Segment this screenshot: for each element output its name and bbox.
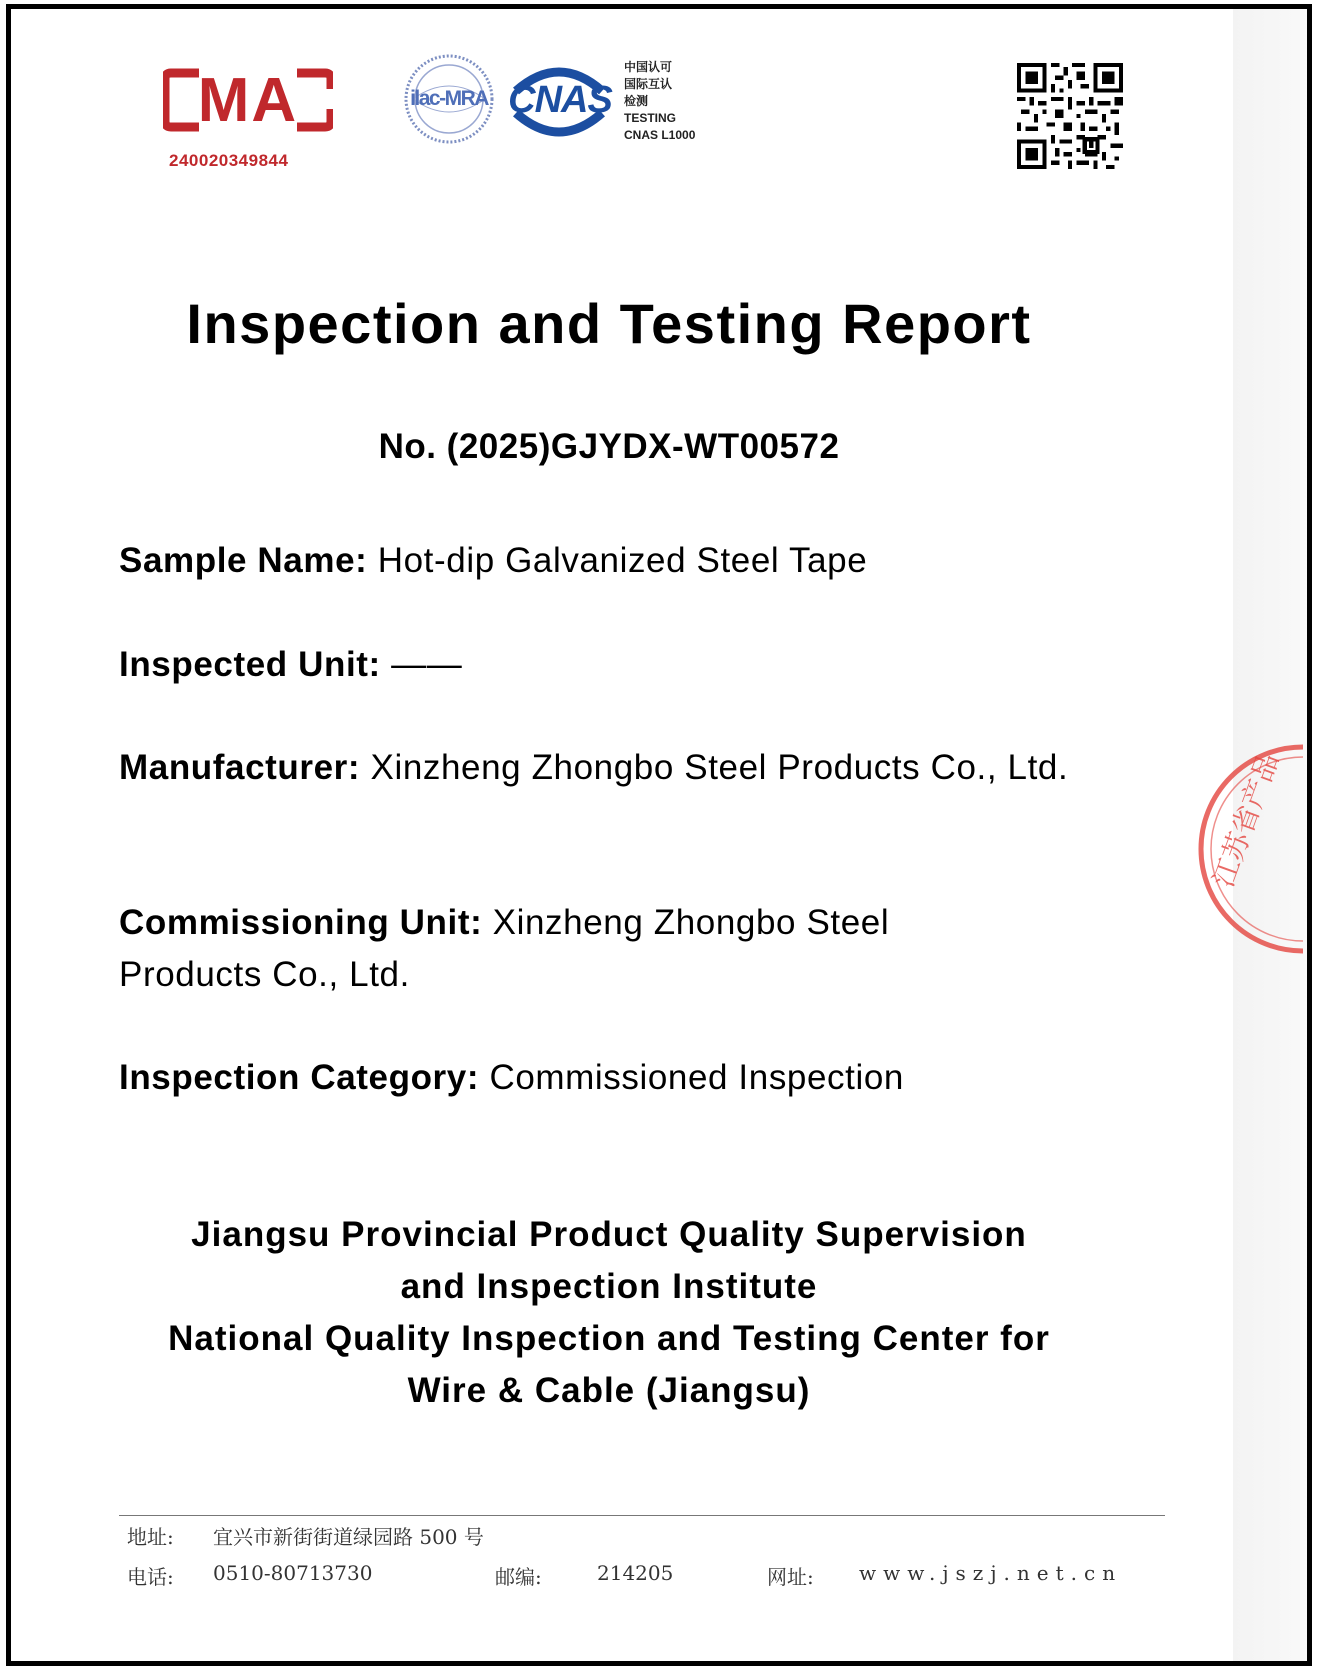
institute-name-block bbox=[11, 1209, 1207, 1417]
official-seal bbox=[1173, 739, 1303, 959]
field-value: Xinzheng Zhongbo Steel Products Co., Ltd. bbox=[370, 748, 1069, 787]
ilac-mra-label: ilac-MRA bbox=[410, 87, 488, 110]
report-title: Inspection and Testing Report bbox=[186, 292, 1032, 355]
report-number: No. (2025)GJYDX-WT00572 bbox=[378, 427, 840, 466]
phone-value: 0510-80713730 bbox=[213, 1561, 373, 1585]
report-page bbox=[6, 4, 1312, 1666]
footer-divider bbox=[119, 1515, 1165, 1516]
field-commissioning-unit bbox=[119, 897, 999, 1001]
field-sample-name bbox=[119, 535, 1119, 587]
qr-code-icon bbox=[1017, 63, 1123, 169]
cnas-line: 国际互认 bbox=[624, 77, 673, 91]
postcode-value: 214205 bbox=[597, 1561, 674, 1585]
field-label: Inspection Category: bbox=[119, 1058, 480, 1097]
institute-line: Wire & Cable (Jiangsu) bbox=[407, 1371, 811, 1410]
address-value: 宜兴市新街街道绿园路 500 号 bbox=[213, 1525, 484, 1549]
field-label: Sample Name: bbox=[119, 541, 368, 580]
field-label: Inspected Unit: bbox=[119, 645, 381, 684]
field-label: Commissioning Unit: bbox=[119, 903, 483, 942]
cnas-line: TESTING bbox=[624, 111, 677, 125]
address-label: 地址: bbox=[127, 1525, 174, 1549]
institute-line: and Inspection Institute bbox=[400, 1267, 818, 1306]
postcode-label: 邮编: bbox=[495, 1565, 542, 1589]
field-value: Xinzheng Zhongbo Steel Products Co., Ltd. bbox=[119, 903, 890, 994]
institute-line: National Quality Inspection and Testing Center for bbox=[168, 1319, 1050, 1358]
field-manufacturer bbox=[119, 742, 1109, 794]
field-inspected-unit bbox=[119, 639, 1119, 691]
cnas-line: CNAS L1000 bbox=[624, 128, 696, 142]
website-value[interactable]: www.jszj.net.cn bbox=[859, 1561, 1123, 1585]
cma-number: 240020349844 bbox=[169, 151, 289, 170]
field-value: Commissioned Inspection bbox=[489, 1058, 904, 1097]
field-label: Manufacturer: bbox=[119, 748, 361, 787]
field-inspection-category bbox=[119, 1052, 1119, 1104]
svg-text:MA: MA bbox=[197, 66, 299, 135]
cnas-line: 检测 bbox=[624, 94, 649, 108]
cnas-accreditation-text bbox=[624, 59, 695, 144]
svg-text:江苏省产品: 江苏省产品 bbox=[1206, 748, 1286, 892]
cnas-line: 中国认可 bbox=[624, 60, 673, 74]
website-label: 网址: bbox=[767, 1565, 814, 1589]
field-value: Hot-dip Galvanized Steel Tape bbox=[377, 541, 868, 580]
field-value: —— bbox=[391, 645, 463, 684]
institute-line: Jiangsu Provincial Product Quality Supervision bbox=[191, 1215, 1027, 1254]
phone-label: 电话: bbox=[127, 1565, 174, 1589]
cnas-label: CNAS bbox=[508, 79, 612, 121]
